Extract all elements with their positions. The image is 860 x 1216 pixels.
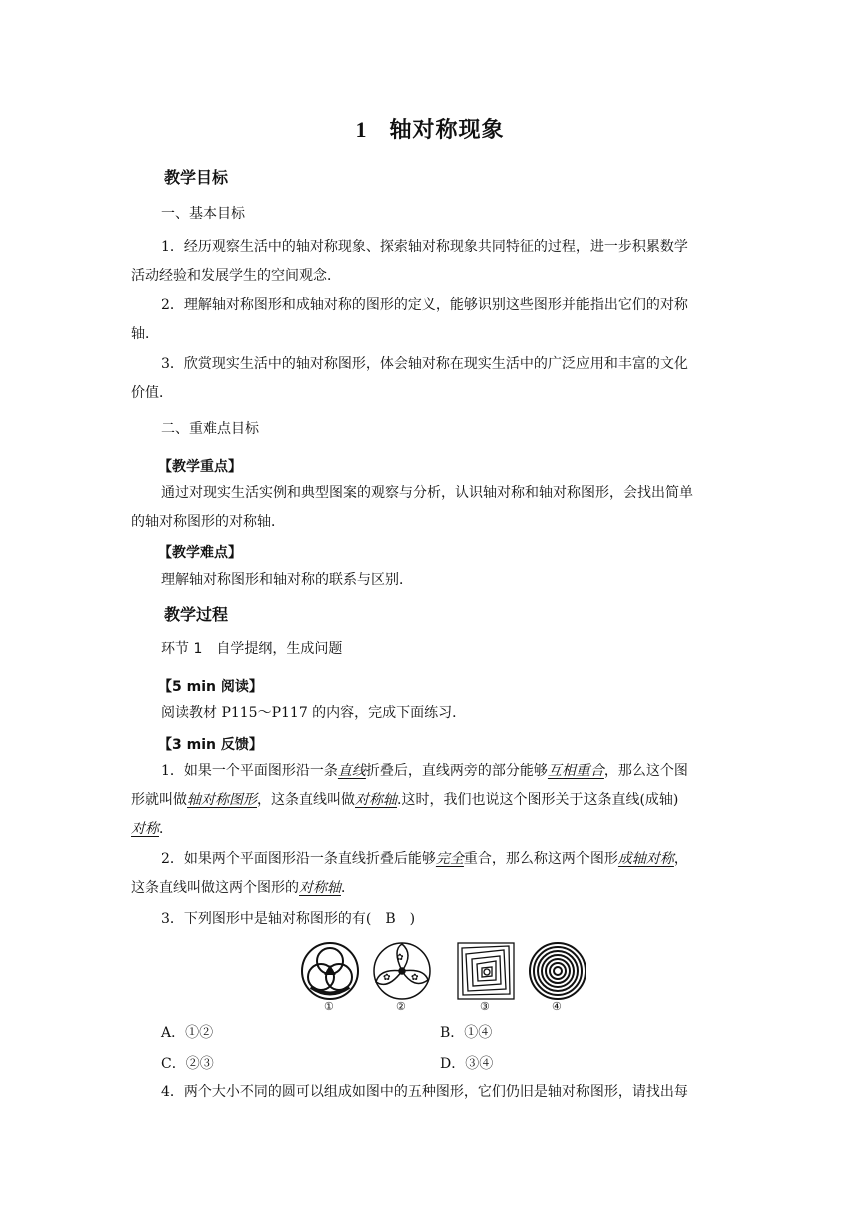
figure-label-4: ④ [552,1000,562,1013]
page-title [0,113,860,144]
goal-2-line1: 2．理解轴对称图形和成轴对称的图形的定义，能够识别这些图形并能指出它们的对称 [161,297,688,313]
figures-svg [296,940,586,1002]
answer-blank: 对称 [131,821,159,837]
answer-blank: 直线 [337,763,366,779]
read-text: 阅读教材 P115～P117 的内容，完成下面练习． [161,705,467,721]
step-1-heading: 环节 1 自学提纲，生成问题 [161,641,343,657]
spiral-squares-figure [458,943,514,999]
option-a: A．①② [161,1025,214,1041]
option-b: B．①④ [440,1025,493,1041]
goal-1-line1: 1．经历观察生活中的轴对称现象、探索轴对称现象共同特征的过程，进一步积累数学 [161,239,688,255]
option-d: D．③④ [440,1056,494,1072]
key-point-label: 【教学重点】 [158,459,242,475]
svg-text:✿: ✿ [383,973,391,983]
difficult-label: 【教学难点】 [158,545,242,561]
figure-label-2: ② [396,1000,406,1013]
concentric-circles-figure [530,943,586,999]
goals-heading: 教学目标 [164,168,229,187]
figure-label-1: ① [324,1000,334,1013]
goal-1-line2: 活动经验和发展学生的空间观念． [131,268,341,284]
question-2-line2: 这条直线叫做这两个图形的对称轴． [131,880,355,896]
key-point-line1: 通过对现实生活实例和典型图案的观察与分析，认识轴对称和轴对称图形，会找出简单 [161,485,693,501]
symmetry-figures [296,940,586,1015]
goal-3-line1: 3．欣赏现实生活中的轴对称图形，体会轴对称在现实生活中的广泛应用和丰富的文化 [161,356,688,372]
basic-goals-heading: 一、基本目标 [161,206,245,222]
read-label: 【5 min 阅读】 [158,679,263,695]
question-3: 3．下列图形中是轴对称图形的有( B ) [161,911,416,927]
question-1-line1: 1．如果一个平面图形沿一条直线折叠后，直线两旁的部分能够互相重合，那么这个图 [161,763,688,779]
question-1-line3: 对称． [131,821,173,837]
key-point-line2: 的轴对称图形的对称轴． [131,514,285,530]
question-2-line1: 2．如果两个平面图形沿一条直线折叠后能够完全重合，那么称这两个图形成轴对称， [161,851,688,867]
key-goals-heading: 二、重难点目标 [161,421,259,437]
goal-2-line2: 轴． [131,326,159,342]
question-4: 4．两个大小不同的圆可以组成如图中的五种图形，它们仍旧是轴对称图形，请找出每 [161,1084,688,1100]
answer-blank: 成轴对称 [617,851,674,867]
svg-text:✿: ✿ [396,953,404,963]
feedback-label: 【3 min 反馈】 [158,737,263,753]
star-rotation-figure [374,943,430,999]
option-c: C．②③ [161,1056,214,1072]
title-number: 1 [355,117,368,142]
question-1-line2: 形就叫做轴对称图形，这条直线叫做对称轴.这时，我们也说这个图形关于这条直线(成轴) [131,792,679,808]
answer-blank: 对称轴 [299,880,341,896]
difficult-point: 理解轴对称图形和轴对称的联系与区别． [161,572,413,588]
answer-blank: 对称轴 [355,792,397,808]
figure-label-3: ③ [480,1000,490,1013]
goal-3-line2: 价值． [131,385,173,401]
title-text: 轴对称现象 [389,118,505,143]
triquetra-figure [302,943,358,999]
process-heading: 教学过程 [164,605,229,624]
answer-blank: 轴对称图形 [187,792,257,808]
answer-blank: 完全 [435,851,464,867]
svg-text:✿: ✿ [411,973,419,983]
answer-blank: 互相重合 [547,763,604,779]
